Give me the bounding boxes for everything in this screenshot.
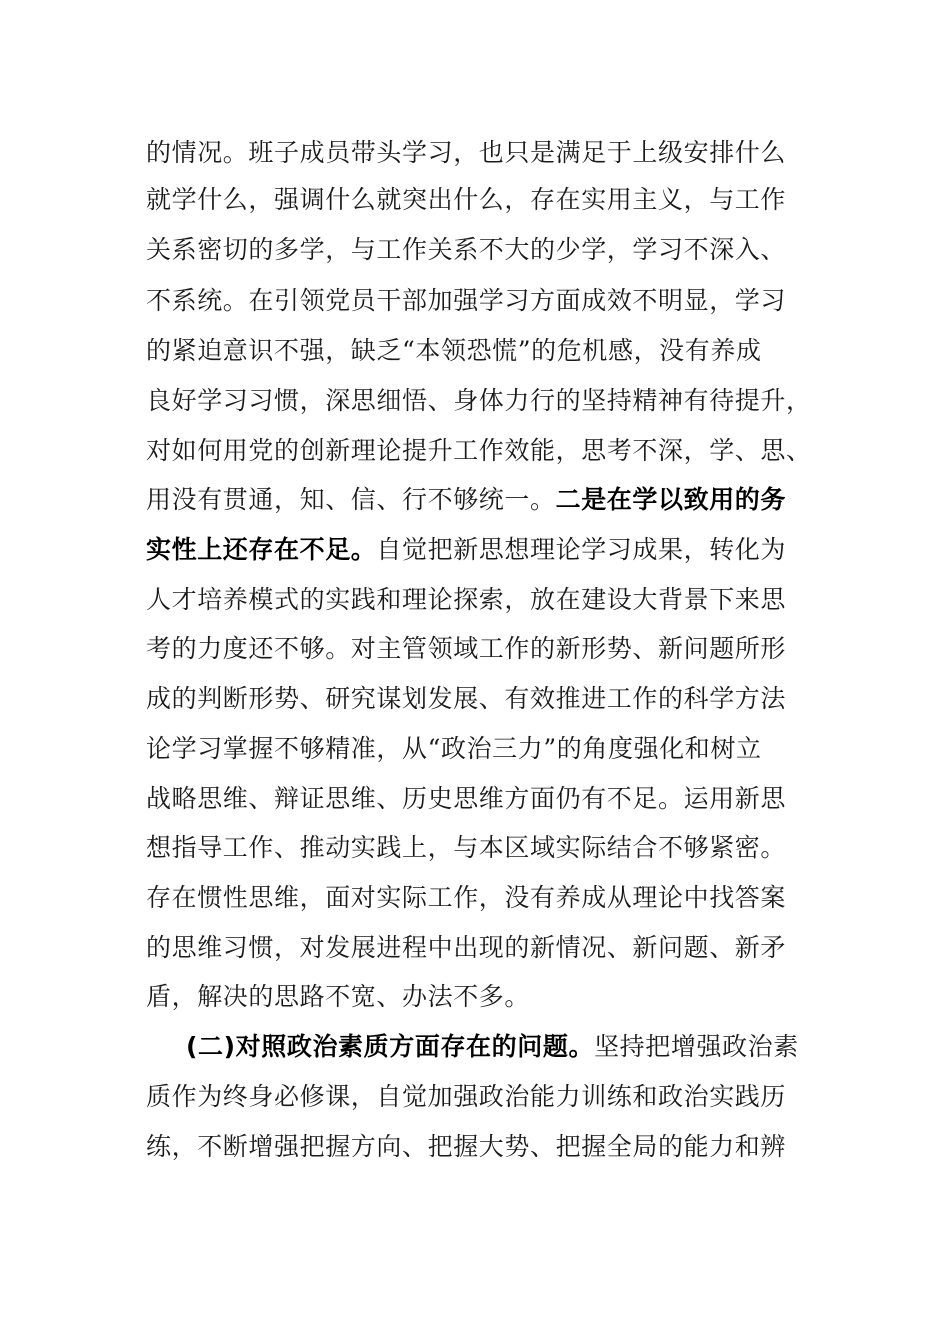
line-text: 的情况。班子成员带头学习，也只是满足于上级安排什么 [146,138,787,167]
line-text: 人才培养模式的实践和理论探索，放在建设大背景下来思 [146,585,787,614]
text-line [146,982,530,1012]
text-line [146,286,786,316]
text-line [146,336,762,366]
bold-heading-text: 二是在学以致用的务 [555,485,787,514]
text-line [146,235,786,265]
line-text: 坚持把增强政治素 [594,1032,799,1061]
line-text: 成的判断形势、研究谋划发展、有效推进工作的科学方法 [146,684,787,713]
text-line [146,933,786,963]
line-text: 质作为终身必修课，自觉加强政治能力训练和政治实践历 [146,1082,787,1111]
bold-heading-text: (二)对照政治素质方面存在的问题。 [186,1032,595,1061]
line-text: 自觉把新思想理论学习成果，转化为 [376,535,787,564]
line-text: 关系密切的多学，与工作关系不大的少学，学习不深入、 [146,235,787,264]
line-text: 盾，解决的思路不宽、办法不多。 [146,982,531,1011]
text-line [146,1082,786,1112]
text-line [146,684,786,714]
bold-heading-text: 实性上还存在不足。 [146,535,377,564]
line-text: 的思维习惯，对发展进程中出现的新情况、新问题、新矛 [146,933,787,962]
text-line [146,185,786,215]
line-text: 良好学习习惯，深思细悟、身体力行的坚持精神有待提升， [146,386,812,415]
line-text: 想指导工作、推动实践上，与本区域实际结合不够紧密。 [146,833,787,862]
text-line [146,485,786,515]
line-text: 存在惯性思维，面对实际工作，没有养成从理论中找答案 [146,883,787,912]
text-line [146,585,786,615]
text-line [146,436,812,466]
text-line [146,734,762,764]
line-text: 考的力度还不够。对主管领域工作的新形势、新问题所形 [146,634,787,663]
line-text: 不系统。在引领党员干部加强学习方面成效不明显，学习 [146,286,787,315]
text-line [146,1132,786,1162]
text-line [146,535,786,565]
text-line [146,883,786,913]
line-text: 对如何用党的创新理论提升工作效能，思考不深，学、思、 [146,436,812,465]
line-text: 的紧迫意识不强，缺乏“本领恐慌”的危机感，没有养成 [146,336,762,365]
line-text: 论学习掌握不够精准，从“政治三力”的角度强化和树立 [146,734,762,763]
text-line [146,634,786,664]
line-text: 练，不断增强把握方向、把握大势、把握全局的能力和辨 [146,1132,787,1161]
line-text: 战略思维、辩证思维、历史思维方面仍有不足。运用新思 [146,784,787,813]
text-line [146,138,786,168]
line-text: 就学什么，强调什么就突出什么，存在实用主义，与工作 [146,185,787,214]
text-line [146,833,786,863]
line-text: 用没有贯通，知、信、行不够统一。 [146,485,556,514]
text-line [146,386,812,416]
text-line [186,1032,799,1062]
text-line [146,784,786,814]
